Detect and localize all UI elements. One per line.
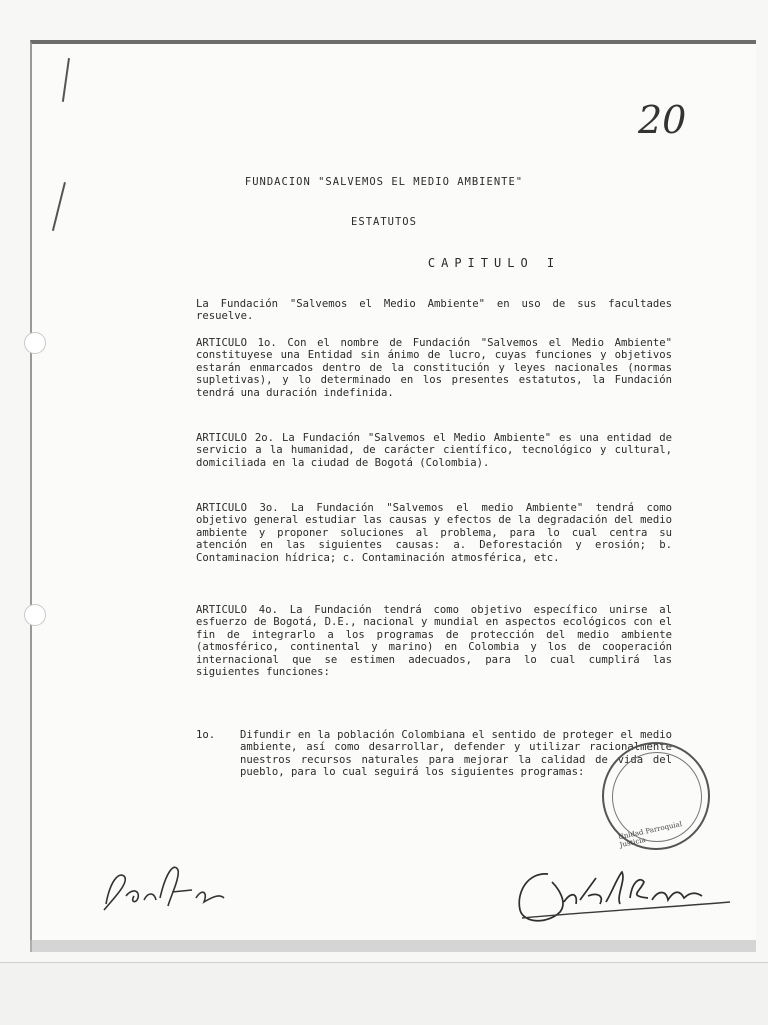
statutes-heading: ESTATUTOS bbox=[351, 216, 417, 228]
punch-hole bbox=[24, 332, 46, 354]
intro-paragraph: La Fundación "Salvemos el Medio Ambiente" en uso de sus facultades resuelve. bbox=[196, 298, 672, 323]
seal-stamp bbox=[602, 742, 710, 850]
right-signature bbox=[508, 852, 736, 932]
article-2: ARTICULO 2o. La Fundación "Salvemos el Medio Ambiente" es una entidad de servicio a la humanidad, de carácter científico, tecnológico y cultural, domiciliada en la ciudad de Bogotá (Colombia). bbox=[196, 432, 672, 469]
left-signature bbox=[96, 852, 236, 922]
article-3: ARTICULO 3o. La Fundación "Salvemos el medio Ambiente" tendrá como objetivo general estudiar las causas y efectos de la degradación del medio ambiente y proponer soluciones al problema, para lo cual centra su atención en las siguientes causas: a. Deforestación y erosión; b. Contaminacion hídrica; c. Contaminación atmosférica, etc. bbox=[196, 502, 672, 564]
article-4: ARTICULO 4o. La Fundación tendrá como objetivo específico unirse al esfuerzo de Bogotá, D.E., nacional y mundial en aspectos ecológicos con el fin de integrarlo a los programas de protección del medio ambiente (atmosférico, continental y marino) en Colombia y los de cooperación internacional que se estimen adecuados, para lo cual cumplirá las siguientes funciones: bbox=[196, 604, 672, 679]
underlying-page bbox=[0, 962, 768, 1025]
seal-text: Unidad Parroquial Justicia bbox=[617, 819, 683, 850]
page-shadow bbox=[30, 940, 756, 952]
item-text: Difundir en la población Colombiana el sentido de proteger el medio ambiente, así como desarrollar, defender y utilizar racionalmente nuestros recursos naturales para mejorar la calidad de vida del pueblo, para lo cual seguirá los siguientes programas: bbox=[240, 729, 672, 779]
foundation-title: FUNDACION "SALVEMOS EL MEDIO AMBIENTE" bbox=[244, 176, 524, 188]
item-number: 1o. bbox=[196, 729, 216, 741]
punch-hole bbox=[24, 604, 46, 626]
page-number: 20 bbox=[638, 98, 687, 142]
chapter-heading: CAPITULO I bbox=[427, 256, 561, 270]
article-1: ARTICULO 1o. Con el nombre de Fundación "Salvemos el Medio Ambiente" constituyese una Entidad sin ánimo de lucro, cuyas funciones y objetivos estarán enmarcados dentro de la constitución y leyes nacionales (normas supletivas), y lo determinado en los presentes estatutos, la Fundación tendrá una duración indefinida. bbox=[196, 337, 672, 399]
